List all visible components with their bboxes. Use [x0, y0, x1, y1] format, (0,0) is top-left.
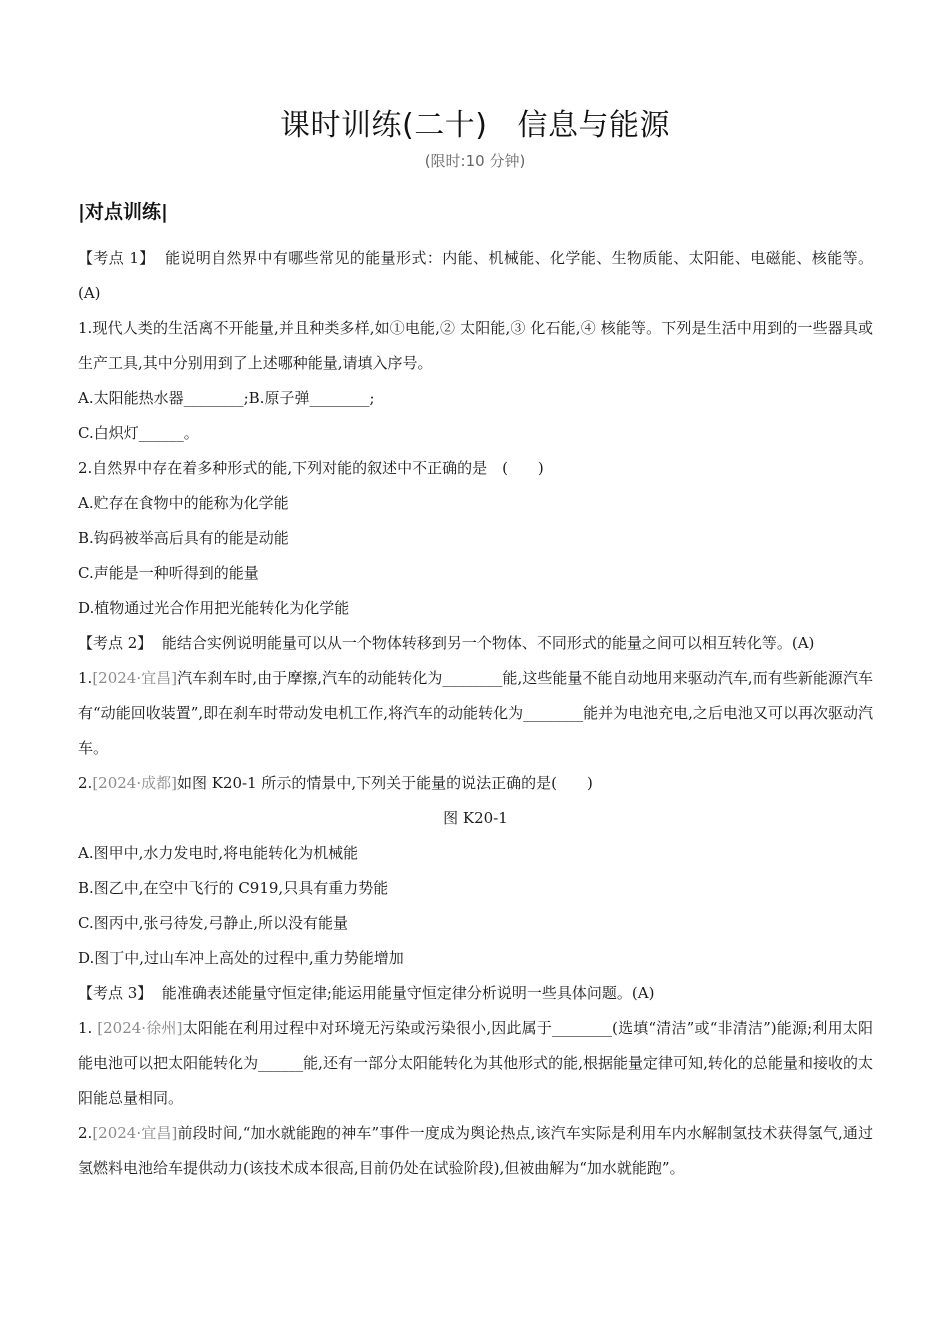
kd2-q2-option-b: B.图乙中,在空中飞行的 C919,只具有重力势能: [78, 879, 389, 897]
kaodian-2: [78, 626, 873, 661]
kd2-q1-stem: 汽车刹车时,由于摩擦,汽车的动能转化为________能,这些能量不能自动地用来驱动汽车,而有些新能源汽车有“动能回收装置”,即在刹车时带动发电机工作,将汽车的动能转化为________能并为电池充电,之后电池又可以再次驱动汽车。: [78, 669, 874, 757]
kd3-q1-source: [2024·徐州]: [97, 1019, 183, 1037]
kd1-q2-option-b: B.钩码被举高后具有的能是动能: [78, 529, 289, 547]
kd1-q2-option-d: D.植物通过光合作用把光能转化为化学能: [78, 599, 350, 617]
kd3-q1-stem: 太阳能在利用过程中对环境无污染或污染很小,因此属于________(选填“清洁”或“非清洁”)能源;利用太阳能电池可以把太阳能转化为______能,还有一部分太阳能转化为其他形式的能,根据能量定律可知,转化的总能量和接收的太阳能总量相同。: [78, 1019, 873, 1107]
kd1-q2-option-a: A.贮存在食物中的能称为化学能: [78, 494, 289, 512]
kaodian-2-text: 能结合实例说明能量可以从一个物体转移到另一个物体、不同形式的能量之间可以相互转化等。(A): [161, 634, 815, 652]
kaodian-1-label: 【考点 1】: [78, 249, 155, 267]
kd2-q2-num: 2.: [78, 774, 93, 792]
kd3-q1-num: 1.: [78, 1019, 98, 1037]
page-title: [0, 106, 950, 146]
kd3-q2-num: 2.: [78, 1124, 93, 1142]
kaodian-3: [78, 976, 873, 1011]
kd2-q2-source: [2024·成都]: [92, 774, 177, 792]
kd1-q1-line-c: C.白炽灯______。: [78, 424, 199, 442]
question-body: [78, 241, 873, 1186]
kd2-q2-stem: 如图 K20-1 所示的情景中,下列关于能量的说法正确的是( ): [176, 774, 593, 792]
kd3-q2-stem: 前段时间,“加水就能跑的神车”事件一度成为舆论热点,该汽车实际是利用车内水解制氢技术获得氢气,通过氢燃料电池给车提供动力(该技术成本很高,目前仍处在试验阶段),但被曲解为“加水就能跑”。: [78, 1124, 873, 1177]
kaodian-2-label: 【考点 2】: [78, 634, 153, 652]
kd1-q1-line-ab: A.太阳能热水器________;B.原子弹________;: [78, 389, 375, 407]
kd2-q2-option-d: D.图丁中,过山车冲上高处的过程中,重力势能增加: [78, 949, 404, 967]
figure-caption: 图 K20-1: [443, 809, 508, 827]
section-heading: |对点训练|: [78, 201, 168, 223]
time-limit: (限时:10 分钟): [424, 152, 526, 170]
title-main: 课时训练(二十): [280, 108, 488, 143]
kaodian-3-label: 【考点 3】: [78, 984, 153, 1002]
kd2-q2-option-c: C.图丙中,张弓待发,弓静止,所以没有能量: [78, 914, 349, 932]
kd2-q1: [78, 661, 873, 766]
kd1-q1-stem: 1.现代人类的生活离不开能量,并且种类多样,如①电能,② 太阳能,③ 化石能,④ 核能等。下列是生活中用到的一些器具或生产工具,其中分别用到了上述哪种能量,请填入序号。: [78, 319, 873, 372]
title-topic: 信息与能源: [517, 108, 670, 143]
kaodian-1: [78, 241, 873, 311]
kd1-q2-stem: 2.自然界中存在着多种形式的能,下列对能的叙述中不正确的是 ( ): [78, 459, 544, 477]
kd3-q1: [78, 1011, 873, 1116]
kd1-q2-option-c: C.声能是一种听得到的能量: [78, 564, 259, 582]
kd3-q2-source: [2024·宜昌]: [92, 1124, 178, 1142]
kd2-q2: [78, 766, 873, 801]
kd2-q2-option-a: A.图甲中,水力发电时,将电能转化为机械能: [78, 844, 359, 862]
kd2-q1-num: 1.: [78, 669, 93, 687]
kd2-q1-source: [2024·宜昌]: [92, 669, 178, 687]
kaodian-3-text: 能准确表述能量守恒定律;能运用能量守恒定律分析说明一些具体问题。(A): [161, 984, 655, 1002]
kd3-q2: [78, 1116, 873, 1186]
kaodian-1-text: 能说明自然界中有哪些常见的能量形式：内能、机械能、化学能、生物质能、太阳能、电磁能、核能等。(A): [78, 249, 874, 302]
